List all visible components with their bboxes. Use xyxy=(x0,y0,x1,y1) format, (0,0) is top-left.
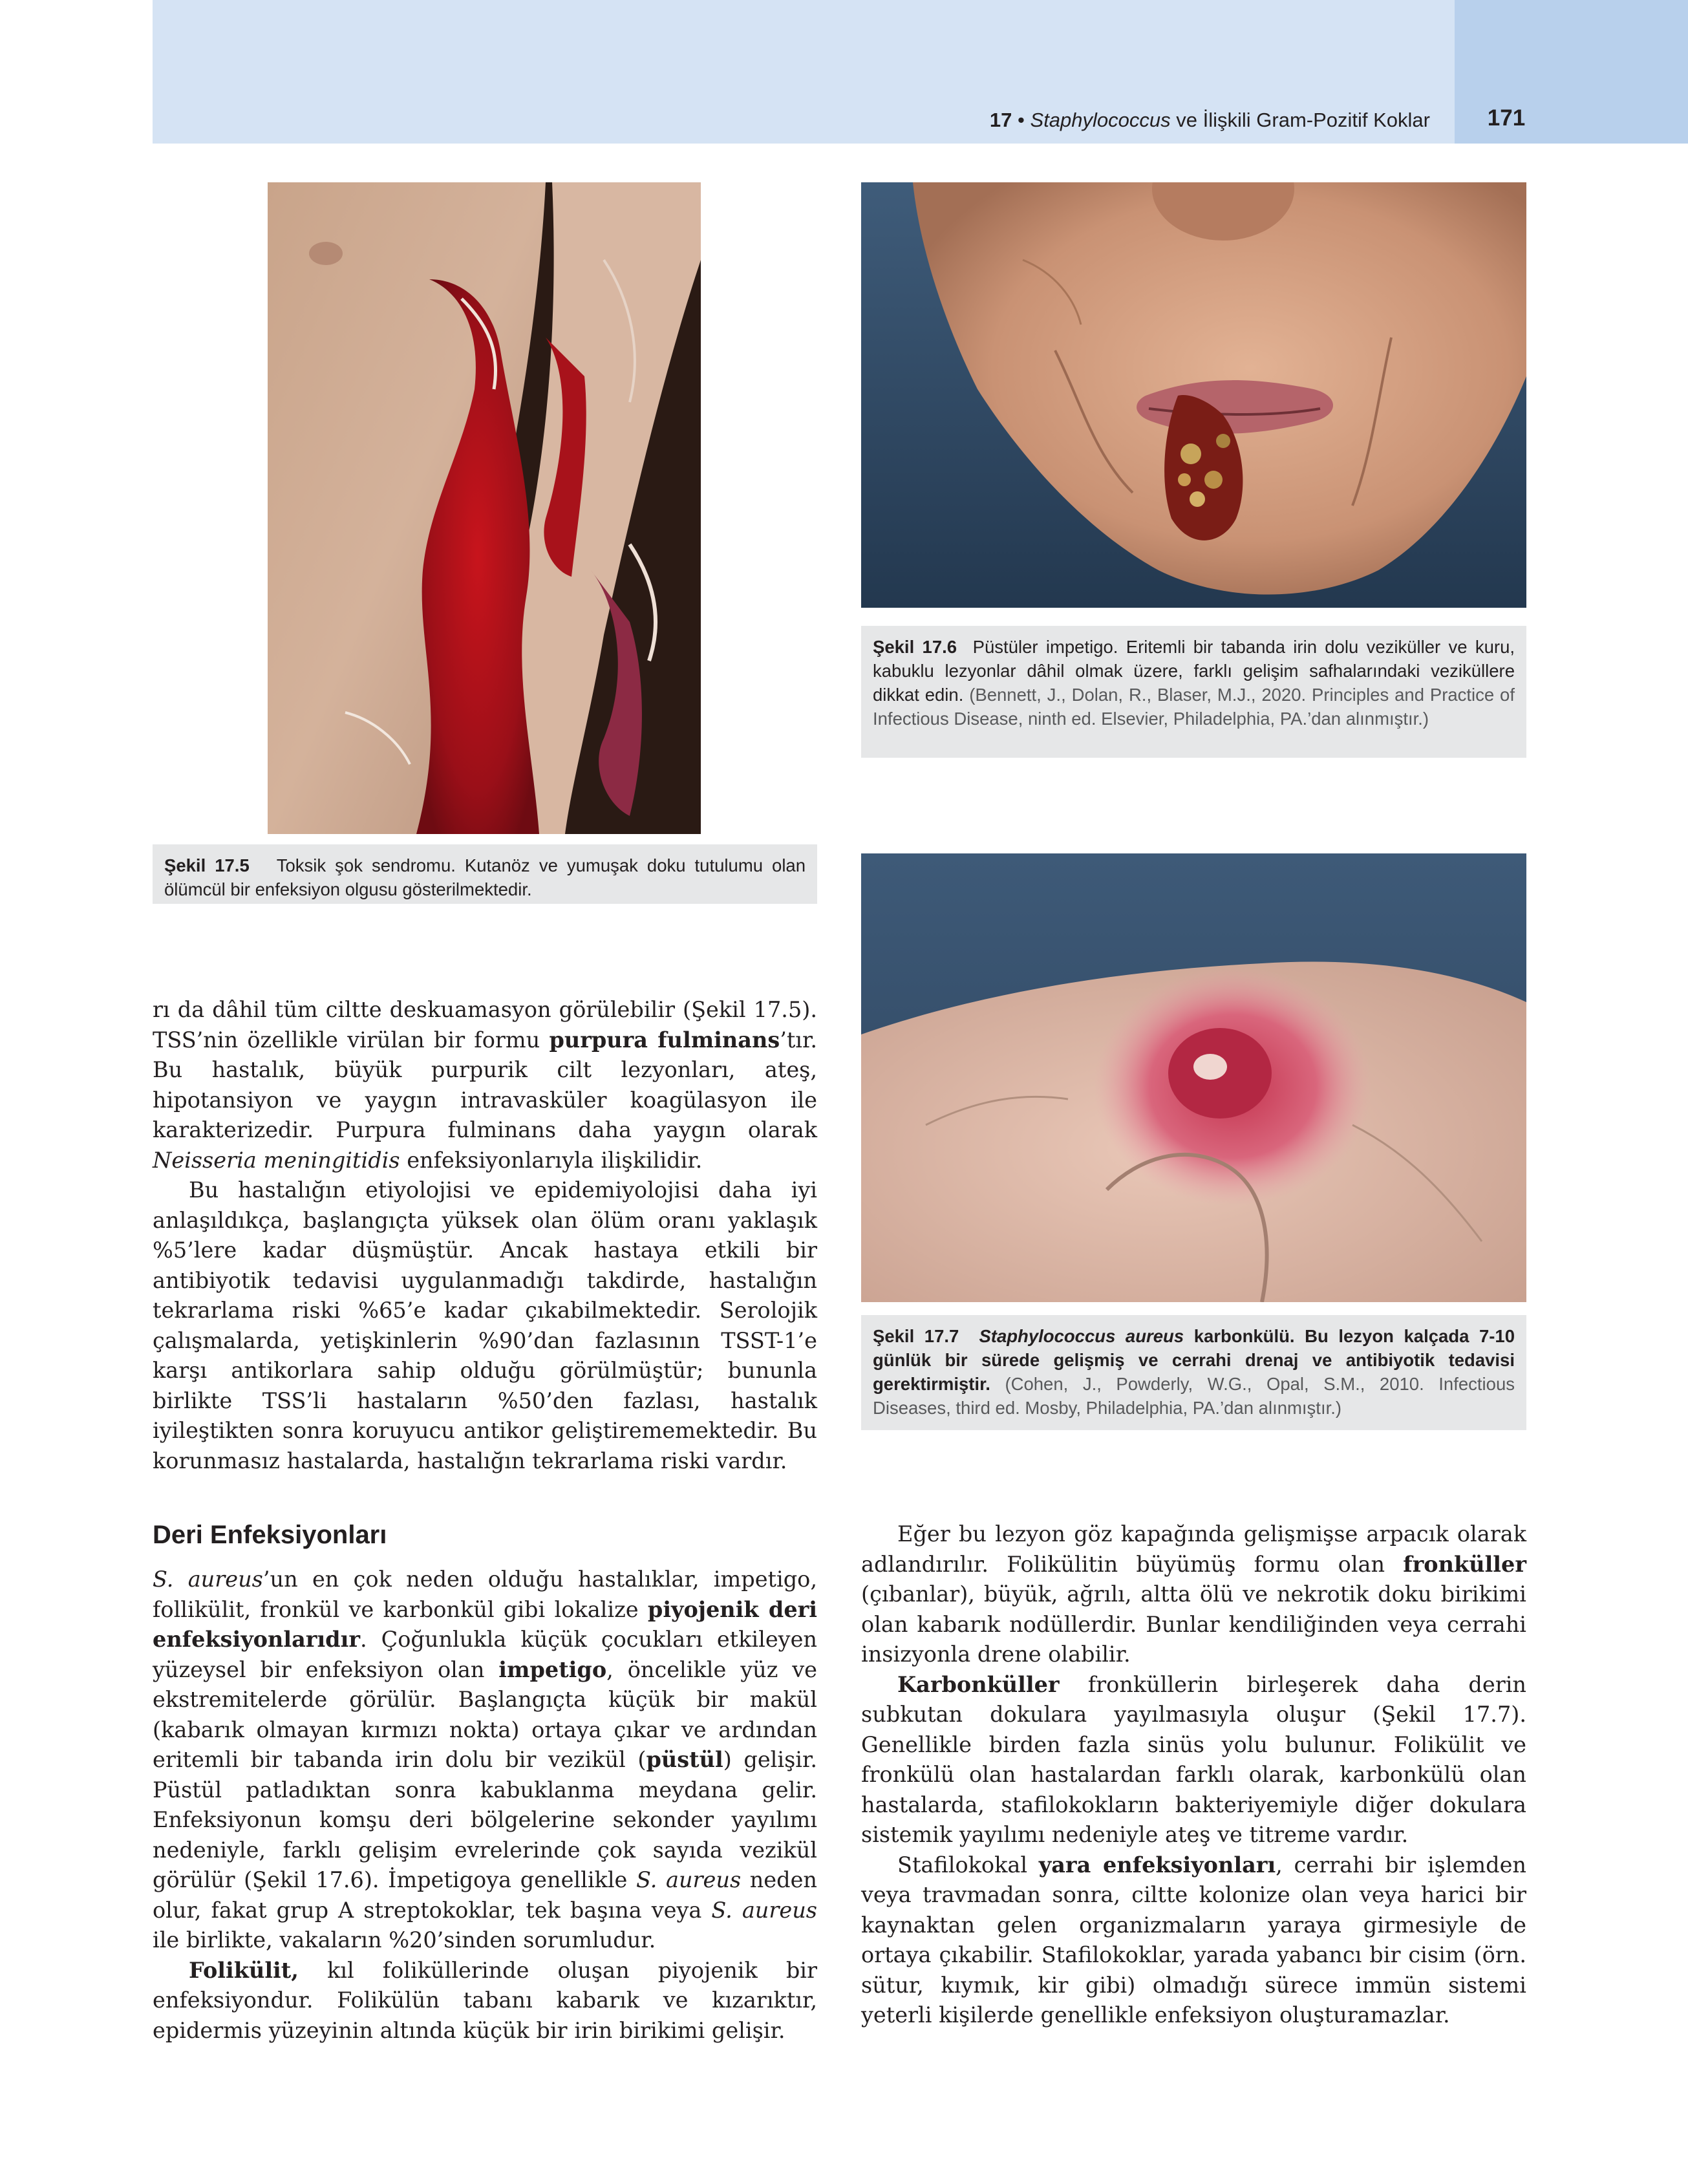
italic-term: Neisseria meningitidis xyxy=(153,1147,400,1173)
figure-17-7-photo xyxy=(861,853,1526,1302)
text-run: fronküllerin birleşerek daha derin subkutan dokulara yayılmasıyla oluşur (Şekil 17.7). Genellikle birden fazla sinüs yolu bulunur. Folikülit ve fronkülü olan hastalardan farklı olarak, karbonkülü olan hastalarda, stafilokokların bakteriyemiyle diğer dokulara sistemik yayılımı nedeniyle ateş ve titreme vardır. xyxy=(861,1671,1526,1847)
text-run: (çıbanlar), büyük, ağrılı, altta ölü ve nekrotik doku birikimi olan kabarık nodüllerdir. Bunlar kendiliğinden veya cerrahi insizyonla drene olabilir. xyxy=(861,1581,1526,1667)
text-run: Stafilokokal xyxy=(897,1852,1039,1878)
figure-17-5-text: Toksik şok sendromu. Kutanöz ve yumuşak doku tutulumu olan ölümcül bir enfeksiyon olgusu gösterilmektedir. xyxy=(164,855,806,899)
text-run: Bu hastalığın etiyolojisi ve epidemiyolojisi daha iyi anlaşıldıkça, başlangıçta yüksek olan ölüm oranı yaklaşık %5’lere kadar düşmüştür. Ancak hastaya etkili bir antibiyotik tedavisi uygulanmadığı takdirde, hastalığın tekrarlama riski %65’e kadar çıkabilmektedir. Serolojik çalışmalarda, yetişkinlerin %90’dan fazlasının TSST-1’e karşı antikorlara sahip olduğu görülmüştür; bununla birlikte TSS’li hastaların %50’den fazlası, hastalık iyileştikten sonra koruyucu antikor geliştirememektedir. Bu korunmasız hastalarda, hastalığın tekrarlama riski vardır. xyxy=(153,1177,817,1473)
figure-17-6-photo xyxy=(861,182,1526,608)
italic-term: S. aureus xyxy=(636,1867,742,1892)
figure-17-7-source: (Cohen, J., Powderly, W.G., Opal, S.M., 2010. Infectious Diseases, third ed. Mosby, Philadelphia, PA.’dan alınmıştır.) xyxy=(873,1374,1515,1418)
text-run: , öncelikle yüz ve ekstremitelerde görülür. Başlangıçta küçük bir makül (kabarık olmayan kırmızı nokta) ortaya çıkar ve ardından eritemli bir tabanda irin dolu bir vezikül ( xyxy=(153,1656,817,1772)
text-run: rı da dâhil tüm ciltte deskuamasyon görülebilir (Şekil 17.5). TSS’nin özellikle virülan bir formu xyxy=(153,997,817,1053)
section-heading: Deri Enfeksiyonları xyxy=(153,1521,387,1549)
paragraph xyxy=(153,1565,817,1956)
bold-term: piyojenik deri enfeksiyonlarıdır xyxy=(153,1596,818,1652)
page-number: 171 xyxy=(1487,105,1526,131)
figure-17-7-caption xyxy=(861,1315,1526,1430)
paragraph xyxy=(861,1850,1526,2031)
impetigo-photo-image xyxy=(861,182,1526,608)
paragraph xyxy=(153,995,817,1175)
figure-17-6-caption xyxy=(861,626,1526,758)
paragraph xyxy=(153,1175,817,1476)
text-run: , cerrahi bir işlemden veya travmadan sonra, ciltte kolonize olan veya harici bir kaynaktan gelen organizmaların yaraya girmesiyle de ortaya çıkabilir. Stafilokoklar, yarada yabancı bir cisim (örn. sütur, kıymık, kir gibi) olmadığı sürece immün sistemi yeterli kişilerde genellikle enfeksiyon oluşturamazlar. xyxy=(861,1852,1527,2028)
figure-17-5-label: Şekil 17.5 xyxy=(164,855,250,875)
paragraph xyxy=(861,1519,1526,1670)
bold-term: impetigo xyxy=(498,1656,607,1682)
toxic-shock-photo-image xyxy=(268,182,701,834)
text-run: ’un en çok neden olduğu hastalıklar, impetigo, follikülit, fronkül ve karbonkül gibi lokalize xyxy=(153,1567,817,1622)
paragraph xyxy=(153,1956,817,2046)
running-head-bullet: • xyxy=(1018,109,1025,131)
bold-term: Karbonküller xyxy=(897,1671,1060,1697)
text-run: neden olur, fakat grup A streptokoklar, tek başına veya xyxy=(153,1867,817,1923)
text-run: enfeksiyonlarıyla ilişkilidir. xyxy=(400,1147,703,1173)
paragraph xyxy=(861,1670,1526,1850)
figure-17-5-photo xyxy=(268,182,701,834)
bold-term: fronküller xyxy=(1403,1551,1526,1577)
figure-17-6-text: Püstüler impetigo. Eritemli bir tabanda irin dolu veziküller ve kuru, kabuklu lezyonlar dâhil olmak üzere, farklı gelişim safhalarındaki veziküllere dikkat edin. xyxy=(873,637,1515,705)
italic-term: S. aureus xyxy=(711,1897,817,1923)
bold-term: yara enfeksiyonları xyxy=(1038,1852,1276,1878)
chapter-number: 17 xyxy=(989,109,1012,131)
running-head xyxy=(990,109,1430,134)
figure-17-5-caption xyxy=(153,844,817,904)
bold-term: püstül xyxy=(646,1747,723,1772)
text-run: ) gelişir. Püstül patladıktan sonra kabuklanma meydana gelir. Enfeksiyonun komşu deri bölgelerine sekonder yayılımı nedeniyle, farklı gelişim evrelerinde çok sayıda vezikül görülür (Şekil 17.6). İmpetigoya genellikle xyxy=(153,1747,817,1892)
bold-term: purpura fulminans xyxy=(549,1027,780,1053)
figure-17-6-label: Şekil 17.6 xyxy=(873,637,957,657)
right-column-bottom-text xyxy=(861,1519,1526,2031)
bold-term: Folikülit, xyxy=(189,1957,299,1983)
text-run: kıl foliküllerinde oluşan piyojenik bir enfeksiyondur. Folikülün tabanı kabarık ve kızarıktır, epidermis yüzeyinin altında küçük bir irin birikimi gelişir. xyxy=(153,1957,817,2043)
italic-term: S. aureus xyxy=(153,1567,263,1592)
carbuncle-photo-image xyxy=(861,853,1526,1302)
figure-17-7-text: karbonkülü. Bu lezyon kalçada 7-10 günlük bir sürede gelişmiş ve cerrahi drenaj ve antibiyotik tedavisi gerektirmiştir. xyxy=(873,1326,1515,1394)
left-column-top-text xyxy=(153,995,817,1476)
figure-17-7-organism: Staphylococcus aureus xyxy=(979,1326,1184,1346)
text-run: Eğer bu lezyon göz kapağında gelişmişse arpacık olarak adlandırılır. Folikülitin büyümüş formu olan xyxy=(861,1521,1526,1577)
running-head-title: ve İlişkili Gram-Pozitif Koklar xyxy=(1170,109,1430,131)
text-run: . Çoğunlukla küçük çocukları etkileyen yüzeysel bir enfeksiyon olan xyxy=(153,1627,817,1682)
left-column-bottom-text xyxy=(153,1565,817,2046)
figure-17-7-label: Şekil 17.7 xyxy=(873,1326,959,1346)
text-run: ’tır. Bu hastalık, büyük purpurik cilt lezyonları, ateş, hipotansiyon ve yaygın intravasküler koagülasyon ile karakterizedir. Purpura fulminans daha yaygın olarak xyxy=(153,1027,817,1142)
running-head-italic: Staphylococcus xyxy=(1030,109,1171,131)
text-run: ile birlikte, vakaların %20’sinden sorumludur. xyxy=(153,1927,656,1953)
figure-17-6-source: (Bennett, J., Dolan, R., Blaser, M.J., 2020. Principles and Practice of Infectious Disease, ninth ed. Elsevier, Philadelphia, PA.’dan alınmıştır.) xyxy=(873,685,1515,729)
